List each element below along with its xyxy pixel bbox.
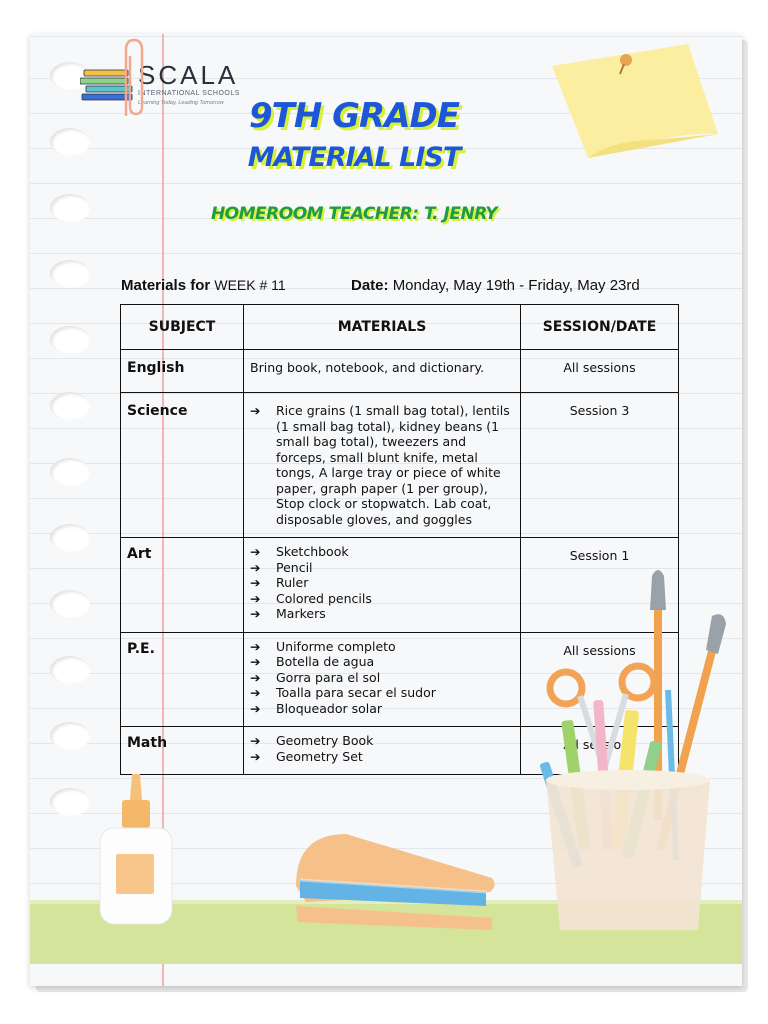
- list-item: [250, 403, 514, 527]
- pencil-cup-icon: [540, 570, 736, 942]
- date-line: [351, 277, 640, 294]
- item-text: Gorra para el sol: [276, 669, 381, 685]
- session-cell: All sessions: [521, 350, 679, 393]
- materials-cell: [244, 727, 521, 775]
- list-item: [250, 575, 514, 591]
- binder-hole: [50, 524, 90, 552]
- materials-cell: [244, 632, 521, 727]
- binder-hole: [50, 458, 90, 486]
- binder-hole: [50, 722, 90, 750]
- binder-hole: [50, 392, 90, 420]
- date-label: Date:: [351, 277, 389, 294]
- glue-bottle-icon: [96, 770, 176, 930]
- stapler-icon: [286, 826, 500, 936]
- materials-for-line: [121, 277, 286, 294]
- logo-subtitle: INTERNATIONAL SCHOOLS: [138, 90, 240, 97]
- item-text: Geometry Book: [276, 733, 374, 748]
- item-text: Ruler: [276, 575, 309, 590]
- session-cell: Session 1: [521, 538, 679, 633]
- arrow-icon: ➔: [250, 638, 261, 654]
- item-text: Sketchbook: [276, 544, 349, 559]
- item-text: Geometry Set: [276, 748, 363, 764]
- list-item: [250, 544, 514, 560]
- arrow-icon: ➔: [250, 669, 261, 685]
- list-item: [250, 670, 514, 686]
- week-value: WEEK # 11: [214, 277, 286, 293]
- binder-hole: [50, 788, 90, 816]
- item-text: Bloqueador solar: [276, 700, 383, 716]
- header-materials: MATERIALS: [244, 305, 521, 350]
- materials-list: [250, 544, 514, 622]
- binder-hole: [50, 326, 90, 354]
- materials-cell: [244, 538, 521, 633]
- arrow-icon: ➔: [250, 575, 261, 590]
- table-row: [121, 350, 679, 393]
- subject-cell: Science: [121, 393, 244, 538]
- logo-tagline: Learning Today, Leading Tomorrow: [138, 100, 224, 106]
- arrow-icon: ➔: [250, 733, 261, 748]
- table-header-row: [121, 305, 679, 350]
- header-session: SESSION/DATE: [521, 305, 679, 350]
- date-value: Monday, May 19th - Friday, May 23rd: [392, 277, 640, 294]
- arrow-icon: ➔: [250, 700, 261, 716]
- list-item: [250, 591, 514, 607]
- list-item: [250, 733, 514, 749]
- binder-hole: [50, 590, 90, 618]
- header-subject: SUBJECT: [121, 305, 244, 350]
- arrow-icon: ➔: [250, 748, 261, 764]
- materials-list: [250, 403, 514, 527]
- session-cell: Session 3: [521, 393, 679, 538]
- materials-list: [250, 733, 514, 764]
- materials-cell: [244, 393, 521, 538]
- list-item: [250, 654, 514, 670]
- item-text: Botella de agua: [276, 654, 375, 669]
- binder-hole: [50, 260, 90, 288]
- item-text: Colored pencils: [276, 590, 372, 606]
- item-text: Uniforme completo: [276, 638, 396, 654]
- table-row: [121, 393, 679, 538]
- arrow-icon: ➔: [250, 654, 261, 669]
- list-item: [250, 606, 514, 622]
- subject-cell: English: [121, 350, 244, 393]
- arrow-icon: ➔: [250, 685, 261, 700]
- subject-cell: Art: [121, 538, 244, 633]
- materials-cell: Bring book, notebook, and dictionary.: [244, 350, 521, 393]
- arrow-icon: ➔: [250, 590, 261, 606]
- arrow-icon: ➔: [250, 403, 261, 418]
- materials-for-label: Materials for: [121, 277, 211, 294]
- arrow-icon: ➔: [250, 544, 261, 559]
- session-cell: All sessions: [521, 632, 679, 727]
- binder-holes: [30, 34, 90, 986]
- materials-list: [250, 639, 514, 717]
- title-material-list: MATERIAL LIST: [247, 142, 461, 173]
- arrow-icon: ➔: [250, 606, 261, 621]
- arrow-icon: ➔: [250, 559, 261, 575]
- list-item: [250, 685, 514, 701]
- item-text: Toalla para secar el sudor: [276, 685, 436, 700]
- item-text: Markers: [276, 606, 326, 621]
- list-item: [250, 701, 514, 717]
- list-item: [250, 749, 514, 765]
- item-text: Pencil: [276, 559, 313, 575]
- item-text: Rice grains (1 small bag total), lentils (1 small bag total), kidney beans (1 small bag total), tweezers and forceps, small blunt knife, metal tongs, A large tray or piece of white paper, graph paper (1 per group), Stop clock or stopwatch. Lab coat, disposable gloves, and goggles: [276, 403, 510, 527]
- subject-cell: P.E.: [121, 632, 244, 727]
- title-grade: 9TH GRADE: [249, 96, 459, 136]
- binder-hole: [50, 656, 90, 684]
- logo-name: SCALA: [138, 60, 239, 90]
- list-item: [250, 560, 514, 576]
- homeroom-teacher: HOMEROOM TEACHER: T. JENRY: [210, 204, 498, 224]
- list-item: [250, 639, 514, 655]
- subject-cell: Math: [121, 727, 244, 775]
